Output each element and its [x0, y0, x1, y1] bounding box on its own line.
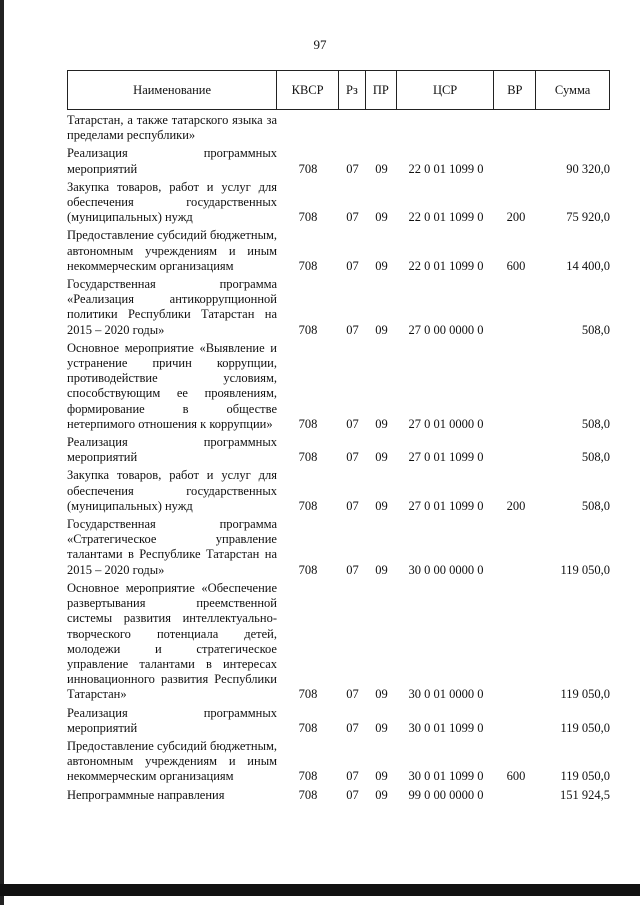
- cell-pr: 09: [375, 562, 388, 577]
- table-row: [67, 468, 610, 514]
- table-header: [67, 70, 610, 110]
- cell-name: Закупка товаров, работ и услуг для обеспечения государственных (муниципальных) нужд: [67, 468, 277, 513]
- cell-kvsr: 708: [298, 322, 318, 337]
- table-row: [67, 788, 610, 803]
- cell-kvsr: 708: [298, 498, 318, 513]
- cell-name: Государственная программа «Стратегическое управление талантами в Республике Татарстан на 2015 – 2020 годы»: [67, 517, 277, 577]
- scan-bottom-edge: [0, 884, 640, 896]
- cell-sum: 119 050,0: [560, 720, 610, 735]
- cell-sum: 119 050,0: [560, 769, 610, 784]
- cell-kvsr: 708: [298, 687, 318, 702]
- cell-kvsr: 708: [298, 161, 318, 176]
- cell-rz: 07: [346, 210, 359, 225]
- cell-sum: 508,0: [581, 322, 610, 337]
- cell-vr: 200: [506, 498, 526, 513]
- header-vr: ВР: [494, 71, 536, 109]
- cell-pr: 09: [375, 720, 388, 735]
- cell-sum: 508,0: [581, 416, 610, 431]
- cell-rz: 07: [346, 322, 359, 337]
- cell-kvsr: 708: [298, 787, 318, 802]
- cell-kvsr: 708: [298, 450, 318, 465]
- table-row: [67, 277, 610, 338]
- cell-sum: 14 400,0: [566, 258, 610, 273]
- cell-kvsr: 708: [298, 769, 318, 784]
- cell-name: Реализация программных мероприятий: [67, 435, 277, 465]
- cell-pr: 09: [375, 687, 388, 702]
- table-body: [67, 113, 610, 806]
- table-row: [67, 581, 610, 703]
- cell-sum: 508,0: [581, 450, 610, 465]
- cell-name: Реализация программных мероприятий: [67, 705, 277, 735]
- table-row: [67, 517, 610, 578]
- cell-csr: 27 0 01 0000 0: [408, 416, 484, 431]
- cell-pr: 09: [375, 769, 388, 784]
- cell-rz: 07: [346, 720, 359, 735]
- cell-csr: 27 0 01 1099 0: [408, 450, 484, 465]
- table-row: [67, 113, 610, 143]
- cell-sum: 75 920,0: [566, 210, 610, 225]
- cell-sum: 508,0: [581, 498, 610, 513]
- header-csr: ЦСР: [397, 71, 495, 109]
- cell-sum: 151 924,5: [560, 787, 610, 802]
- cell-kvsr: 708: [298, 720, 318, 735]
- cell-name: Предоставление субсидий бюджетным, автономным учреждениям и иным некоммерческим организациям: [67, 738, 277, 784]
- scan-edge: [0, 0, 4, 905]
- table-row: [67, 180, 610, 226]
- cell-rz: 07: [346, 562, 359, 577]
- cell-csr: 22 0 01 1099 0: [408, 258, 484, 273]
- cell-csr: 30 0 01 1099 0: [408, 769, 484, 784]
- cell-kvsr: 708: [298, 562, 318, 577]
- table-row: [67, 739, 610, 785]
- cell-csr: 30 0 00 0000 0: [408, 562, 484, 577]
- cell-name: Реализация программных мероприятий: [67, 146, 277, 176]
- cell-pr: 09: [375, 210, 388, 225]
- cell-rz: 07: [346, 450, 359, 465]
- cell-csr: 30 0 01 1099 0: [408, 720, 484, 735]
- header-pr: ПР: [366, 71, 397, 109]
- cell-rz: 07: [346, 498, 359, 513]
- cell-rz: 07: [346, 161, 359, 176]
- cell-pr: 09: [375, 161, 388, 176]
- cell-vr: 600: [506, 258, 526, 273]
- cell-name: Государственная программа «Реализация антикоррупционной политики Республики Татарстан на 2015 – 2020 годы»: [67, 277, 277, 337]
- header-name: Наименование: [68, 71, 277, 109]
- cell-kvsr: 708: [298, 210, 318, 225]
- cell-rz: 07: [346, 687, 359, 702]
- cell-vr: 600: [506, 769, 526, 784]
- cell-name: Предоставление субсидий бюджетным, автономным учреждениям и иным некоммерческим организациям: [67, 228, 277, 273]
- cell-pr: 09: [375, 416, 388, 431]
- table-row: [67, 146, 610, 176]
- cell-vr: 200: [506, 210, 526, 225]
- cell-sum: 119 050,0: [560, 562, 610, 577]
- cell-sum: 119 050,0: [560, 687, 610, 702]
- cell-pr: 09: [375, 322, 388, 337]
- cell-pr: 09: [375, 498, 388, 513]
- cell-csr: 99 0 00 0000 0: [408, 787, 484, 802]
- header-sum: Сумма: [554, 82, 591, 97]
- cell-kvsr: 708: [298, 416, 318, 431]
- page-number: 97: [313, 37, 327, 52]
- table-row: [67, 435, 610, 465]
- cell-sum: 90 320,0: [566, 161, 610, 176]
- cell-name: Основное мероприятие «Выявление и устранение причин коррупции, противодействие условиям, способствующим ее проявлениям, формирование в обществе нетерпимого отношения к коррупции»: [67, 340, 277, 431]
- cell-rz: 07: [346, 787, 359, 802]
- cell-kvsr: 708: [298, 258, 318, 273]
- cell-csr: 22 0 01 1099 0: [408, 210, 484, 225]
- cell-pr: 09: [375, 787, 388, 802]
- cell-rz: 07: [346, 769, 359, 784]
- table-row: [67, 341, 610, 432]
- cell-csr: 27 0 01 1099 0: [408, 498, 484, 513]
- cell-rz: 07: [346, 258, 359, 273]
- cell-pr: 09: [375, 258, 388, 273]
- cell-name: Непрограммные направления: [67, 787, 225, 802]
- cell-name: Татарстан, а также татарского языка за пределами республики»: [67, 113, 277, 143]
- cell-name: Закупка товаров, работ и услуг для обеспечения государственных (муниципальных) нужд: [67, 179, 277, 225]
- cell-csr: 27 0 00 0000 0: [408, 322, 484, 337]
- cell-csr: 22 0 01 1099 0: [408, 161, 484, 176]
- header-rz: Рз: [339, 71, 366, 109]
- cell-name: Основное мероприятие «Обеспечение развертывания преемственной системы развития интеллектуально-творческого потенциала детей, молодежи и стратегическое управление талантами в интересах инновационного развития Республики Татарстан»: [67, 580, 277, 702]
- header-kvsr: КВСР: [277, 71, 339, 109]
- cell-rz: 07: [346, 416, 359, 431]
- table-row: [67, 706, 610, 736]
- cell-csr: 30 0 01 0000 0: [408, 687, 484, 702]
- table-row: [67, 228, 610, 274]
- cell-pr: 09: [375, 450, 388, 465]
